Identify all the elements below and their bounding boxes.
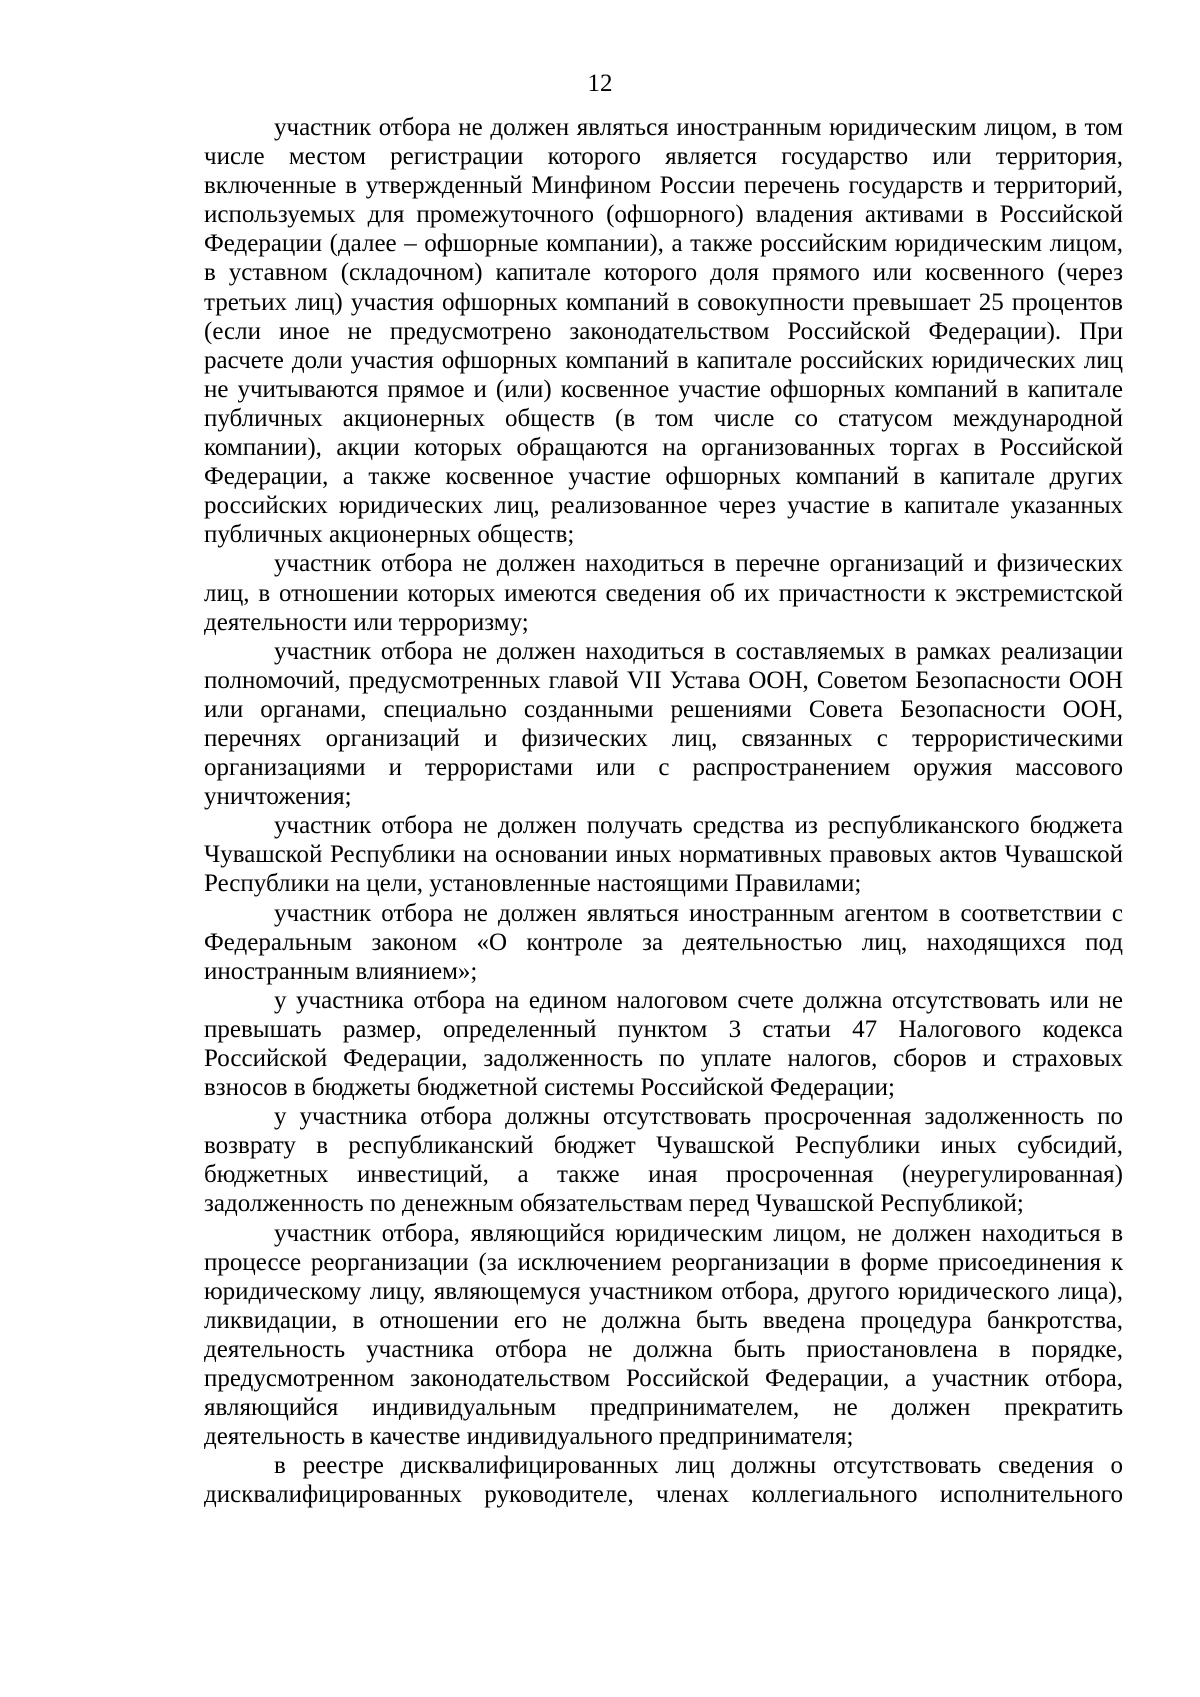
paragraph-tax-debt: у участника отбора на едином налоговом счете должна отсутствовать или не превышать размер, определенный пунктом 3 статьи 47 Налогового кодекса Российской Федерации, задолженность по уплате налогов, сборов и страховых взносов в бюджеты бюджетной системы Российской Федерации; [204,986,1123,1102]
paragraph-offshore-companies: участник отбора не должен являться иностранным юридическим лицом, в том числе местом регистрации которого является государство или территория, включенные в утвержденный Минфином России перечень государств и территорий, используемых для промежуточного (офшорного) владения активами в Российской Федерации (далее – офшорные компании), а также российским юридическим лицом, в уставном (складочном) капитале которого доля прямого или косвенного (через третьих лиц) участия офшорных компаний в совокупности превышает 25 процентов (если иное не предусмотрено законодательством Российской Федерации). При расчете доли участия офшорных компаний в капитале российских юридических лиц не учитываются прямое и (или) косвенное участие офшорных компаний в капитале публичных акционерных обществ (в том числе со статусом международной компании), акции которых обращаются на организованных торгах в Российской Федерации, а также косвенное участие офшорных компаний в капитале других российских юридических лиц, реализованное через участие в капитале указанных публичных акционерных обществ; [204,114,1123,549]
paragraph-foreign-agent: участник отбора не должен являться иностранным агентом в соответствии с Федеральным законом «О контроле за деятельностью лиц, находящихся под иностранным влиянием»; [204,899,1123,985]
paragraph-reorganization: участник отбора, являющийся юридическим лицом, не должен находиться в процессе реорганизации (за исключением реорганизации в форме присоединения к юридическому лицу, являющемуся участником отбора, другого юридического лица), ликвидации, в отношении его не должна быть введена процедура банкротства, деятельность участника отбора не должна быть приостановлена в порядке, предусмотренном законодательством Российской Федерации, а участник отбора, являющийся индивидуальным предпринимателем, не должен прекратить деятельность в качестве индивидуального предпринимателя; [204,1219,1123,1451]
document-body [204,113,1123,1510]
page-number: 12 [587,70,613,97]
paragraph-overdue-debt: у участника отбора должны отсутствовать просроченная задолженность по возврату в республиканский бюджет Чувашской Республики иных субсидий, бюджетных инвестиций, а также иная просроченная (неурегулированная) задолженность по денежным обязательствам перед Чувашской Республикой; [204,1103,1123,1218]
paragraph-un-sanctions: участник отбора не должен находиться в составляемых в рамках реализации полномочий, предусмотренных главой VII Устава ООН, Советом Безопасности ООН или органами, специально созданными решениями Совета Безопасности ООН, перечнях организаций и физических лиц, связанных с террористическими организациями и террористами или с распространением оружия массового уничтожения; [204,637,1123,811]
paragraph-extremism-list: участник отбора не должен находиться в перечне организаций и физических лиц, в отношении которых имеются сведения об их причастности к экстремистской деятельности или терроризму; [204,550,1123,636]
paragraph-disqualified-persons: в реестре дисквалифицированных лиц должны отсутствовать сведения о дисквалифицированных руководителе, членах коллегиального исполнительного [204,1452,1123,1509]
paragraph-other-budget-funds: участник отбора не должен получать средства из республиканского бюджета Чувашской Республики на основании иных нормативных правовых актов Чувашской Республики на цели, установленные настоящими Правилами; [204,812,1123,898]
